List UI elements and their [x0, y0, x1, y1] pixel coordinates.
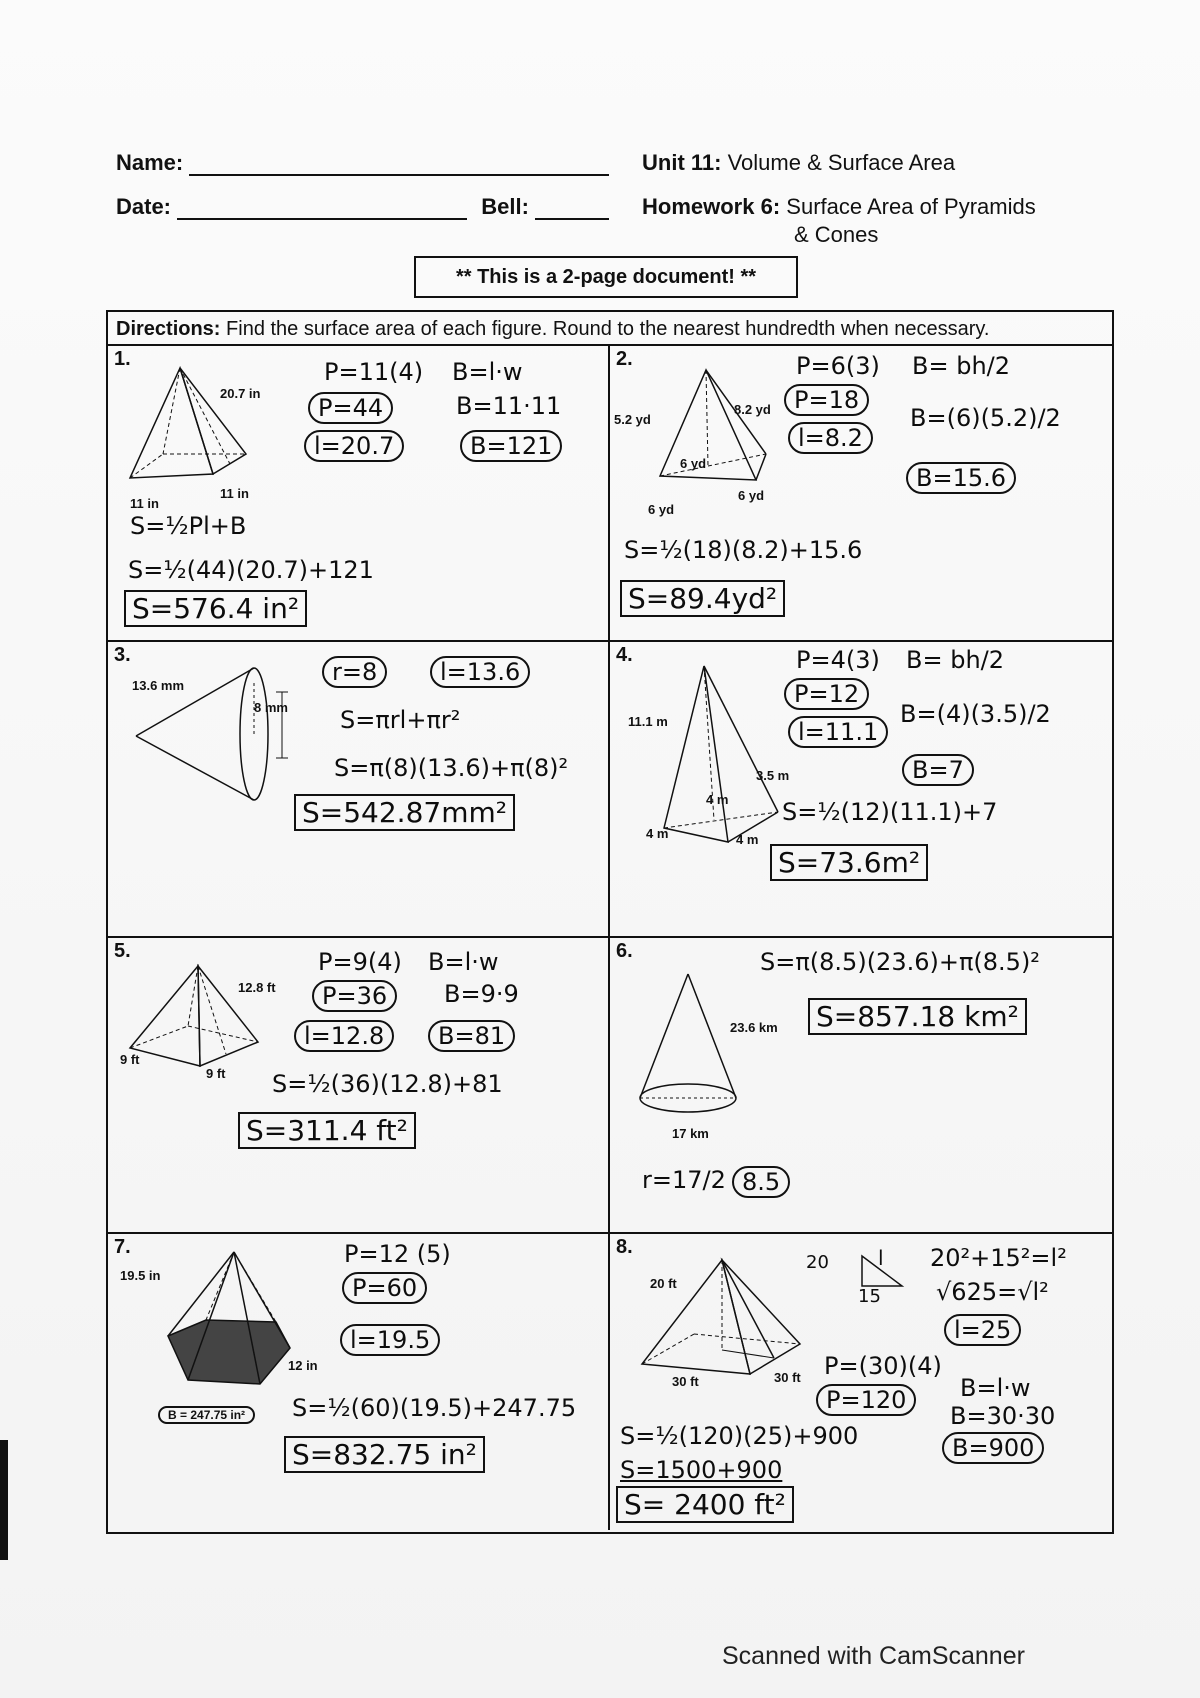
base-edge-label: 6 yd	[680, 456, 707, 471]
answer: S=542.87mm²	[294, 794, 515, 831]
work-line: l=13.6	[430, 656, 530, 688]
problem-grid	[106, 310, 1114, 1534]
problem-1-cell	[108, 346, 610, 642]
base-edge-label: 6 yd	[738, 488, 765, 503]
unit-title: Volume & Surface Area	[727, 150, 956, 175]
answer: S= 2400 ft²	[616, 1486, 794, 1523]
work-line: S=½(18)(8.2)+15.6	[624, 536, 863, 564]
work-line: P=6(3)	[796, 352, 880, 380]
work-line: B=(6)(5.2)/2	[910, 404, 1061, 432]
work-line: P=11(4)	[324, 358, 424, 386]
date-row	[116, 194, 609, 220]
work-line: 20²+15²=l²	[930, 1244, 1067, 1272]
date-line	[177, 196, 467, 220]
base-length-label: 9 ft	[120, 1052, 140, 1067]
scan-edge	[0, 1440, 8, 1560]
work-line: B=30·30	[950, 1402, 1056, 1430]
work-line: P=36	[312, 980, 397, 1012]
slant-height-label: 11.1 m	[628, 714, 668, 729]
problem-3-cell	[108, 642, 610, 938]
work-line: S=1500+900	[620, 1456, 783, 1484]
base-width-label: 9 ft	[206, 1066, 226, 1081]
work-line: 15	[858, 1286, 881, 1307]
work-line: r=17/2	[642, 1166, 726, 1194]
base-width-label: 11 in	[220, 486, 249, 501]
work-line: P=(30)(4)	[824, 1352, 942, 1380]
answer: S=89.4yd²	[620, 580, 785, 617]
work-line: S=½(44)(20.7)+121	[128, 556, 374, 584]
work-line: B=121	[460, 430, 562, 462]
directions	[108, 312, 1112, 346]
base-area-label: B = 247.75 in²	[158, 1406, 255, 1424]
diameter-label: 17 km	[672, 1126, 709, 1141]
work-line: S=½(36)(12.8)+81	[272, 1070, 503, 1098]
base-edge-label: 4 m	[646, 826, 669, 841]
answer: S=832.75 in²	[284, 1436, 485, 1473]
work-line: S=½(12)(11.1)+7	[782, 798, 998, 826]
work-line: P=44	[308, 392, 393, 424]
work-line: S=½(60)(19.5)+247.75	[292, 1394, 577, 1422]
bell-line	[535, 196, 609, 220]
work-line: S=πrl+πr²	[340, 706, 461, 734]
work-line: B=l·w	[452, 358, 523, 386]
triangular-pyramid-figure	[634, 354, 784, 504]
work-line: l=25	[944, 1314, 1021, 1346]
work-line: S=½(120)(25)+900	[620, 1422, 859, 1450]
work-line: l=8.2	[788, 422, 873, 454]
name-line	[189, 152, 609, 176]
base-edge-label: 6 yd	[648, 502, 675, 517]
square-pyramid-figure	[118, 356, 268, 506]
work-line: B= bh/2	[906, 646, 1005, 674]
bell-label: Bell:	[481, 194, 529, 219]
square-pyramid-figure	[630, 1254, 810, 1384]
base-edge-label: 12 in	[288, 1358, 318, 1373]
slant-height-label: 8.2 yd	[734, 402, 771, 417]
work-line: S=π(8.5)(23.6)+π(8.5)²	[760, 948, 1040, 976]
work-line: P=4(3)	[796, 646, 880, 674]
answer: S=73.6m²	[770, 844, 928, 881]
work-line: B=(4)(3.5)/2	[900, 700, 1051, 728]
base-length-label: 30 ft	[672, 1374, 699, 1389]
answer: S=857.18 km²	[808, 998, 1027, 1035]
work-line: B=7	[902, 754, 974, 786]
work-line: P=120	[816, 1384, 916, 1416]
problem-number: 7.	[114, 1236, 131, 1258]
problem-number: 3.	[114, 644, 131, 666]
directions-text: Find the surface area of each figure. Round to the nearest hundredth when necessary.	[226, 318, 990, 340]
work-line: P=18	[784, 384, 869, 416]
triangular-pyramid-figure	[650, 656, 800, 846]
work-line: l=19.5	[340, 1324, 440, 1356]
base-edge-label: 4 m	[736, 832, 759, 847]
base-height-label: 3.5 m	[756, 768, 790, 783]
work-line: B=900	[942, 1432, 1044, 1464]
directions-label: Directions:	[116, 318, 221, 340]
answer: S=576.4 in²	[124, 590, 307, 627]
work-line: B=l·w	[428, 948, 499, 976]
problem-number: 4.	[616, 644, 633, 666]
slant-height-label: 23.6 km	[730, 1020, 778, 1035]
work-line: B=81	[428, 1020, 515, 1052]
unit-row	[642, 150, 955, 176]
slant-height-label: 20.7 in	[220, 386, 261, 401]
homework-label: Homework 6:	[642, 194, 781, 219]
problem-number: 1.	[114, 348, 131, 370]
pyramid-height-label: 20 ft	[650, 1276, 677, 1291]
problem-5-cell	[108, 938, 610, 1234]
base-height-label: 5.2 yd	[614, 412, 651, 427]
base-edge-label: 4 m	[706, 792, 729, 807]
problem-8-cell	[610, 1234, 1112, 1530]
problem-7-cell	[108, 1234, 610, 1530]
base-width-label: 30 ft	[774, 1370, 801, 1385]
date-label: Date:	[116, 194, 172, 219]
work-line: 8.5	[732, 1166, 790, 1198]
problem-number: 2.	[616, 348, 633, 370]
work-line: r=8	[322, 656, 387, 688]
work-line: B=l·w	[960, 1374, 1031, 1402]
work-line: l=11.1	[788, 716, 888, 748]
work-line: B= bh/2	[912, 352, 1011, 380]
work-line: B=9·9	[444, 980, 519, 1008]
slant-height-label: 13.6 mm	[132, 678, 185, 693]
slant-height-label: 12.8 ft	[238, 980, 276, 995]
work-line: P=60	[342, 1272, 427, 1304]
problem-4-cell	[610, 642, 1112, 938]
homework-row	[642, 194, 1036, 220]
problem-number: 8.	[616, 1236, 633, 1258]
problem-number: 6.	[616, 940, 633, 962]
homework-title-cont: & Cones	[794, 222, 879, 247]
work-line: S=½Pl+B	[130, 512, 247, 540]
name-label: Name:	[116, 150, 184, 175]
unit-label: Unit 11:	[642, 150, 722, 175]
homework-title: Surface Area of Pyramids	[786, 194, 1036, 219]
work-line: B=11·11	[456, 392, 562, 420]
slant-height-label: 19.5 in	[120, 1268, 161, 1283]
work-line: √625=√l²	[936, 1278, 1049, 1306]
work-line: P=12 (5)	[344, 1240, 451, 1268]
name-row	[116, 150, 609, 176]
work-line: l=12.8	[294, 1020, 394, 1052]
square-pyramid-figure	[122, 958, 272, 1078]
radius-label: 8 mm	[254, 700, 288, 715]
work-line: B=15.6	[906, 462, 1016, 494]
work-line: l=20.7	[304, 430, 404, 462]
work-line: 20	[806, 1252, 829, 1273]
problem-2-cell	[610, 346, 1112, 642]
work-line: P=12	[784, 678, 869, 710]
problem-6-cell	[610, 938, 1112, 1234]
work-line: l	[878, 1246, 884, 1270]
base-length-label: 11 in	[130, 496, 159, 511]
two-page-notice: ** This is a 2-page document! **	[414, 256, 798, 298]
work-line: P=9(4)	[318, 948, 402, 976]
scanner-watermark: Scanned with CamScanner	[722, 1642, 1025, 1670]
answer: S=311.4 ft²	[238, 1112, 416, 1149]
cone-figure	[632, 968, 752, 1118]
problem-number: 5.	[114, 940, 131, 962]
work-line: S=π(8)(13.6)+π(8)²	[334, 754, 569, 782]
homework-title-line2	[794, 222, 878, 248]
